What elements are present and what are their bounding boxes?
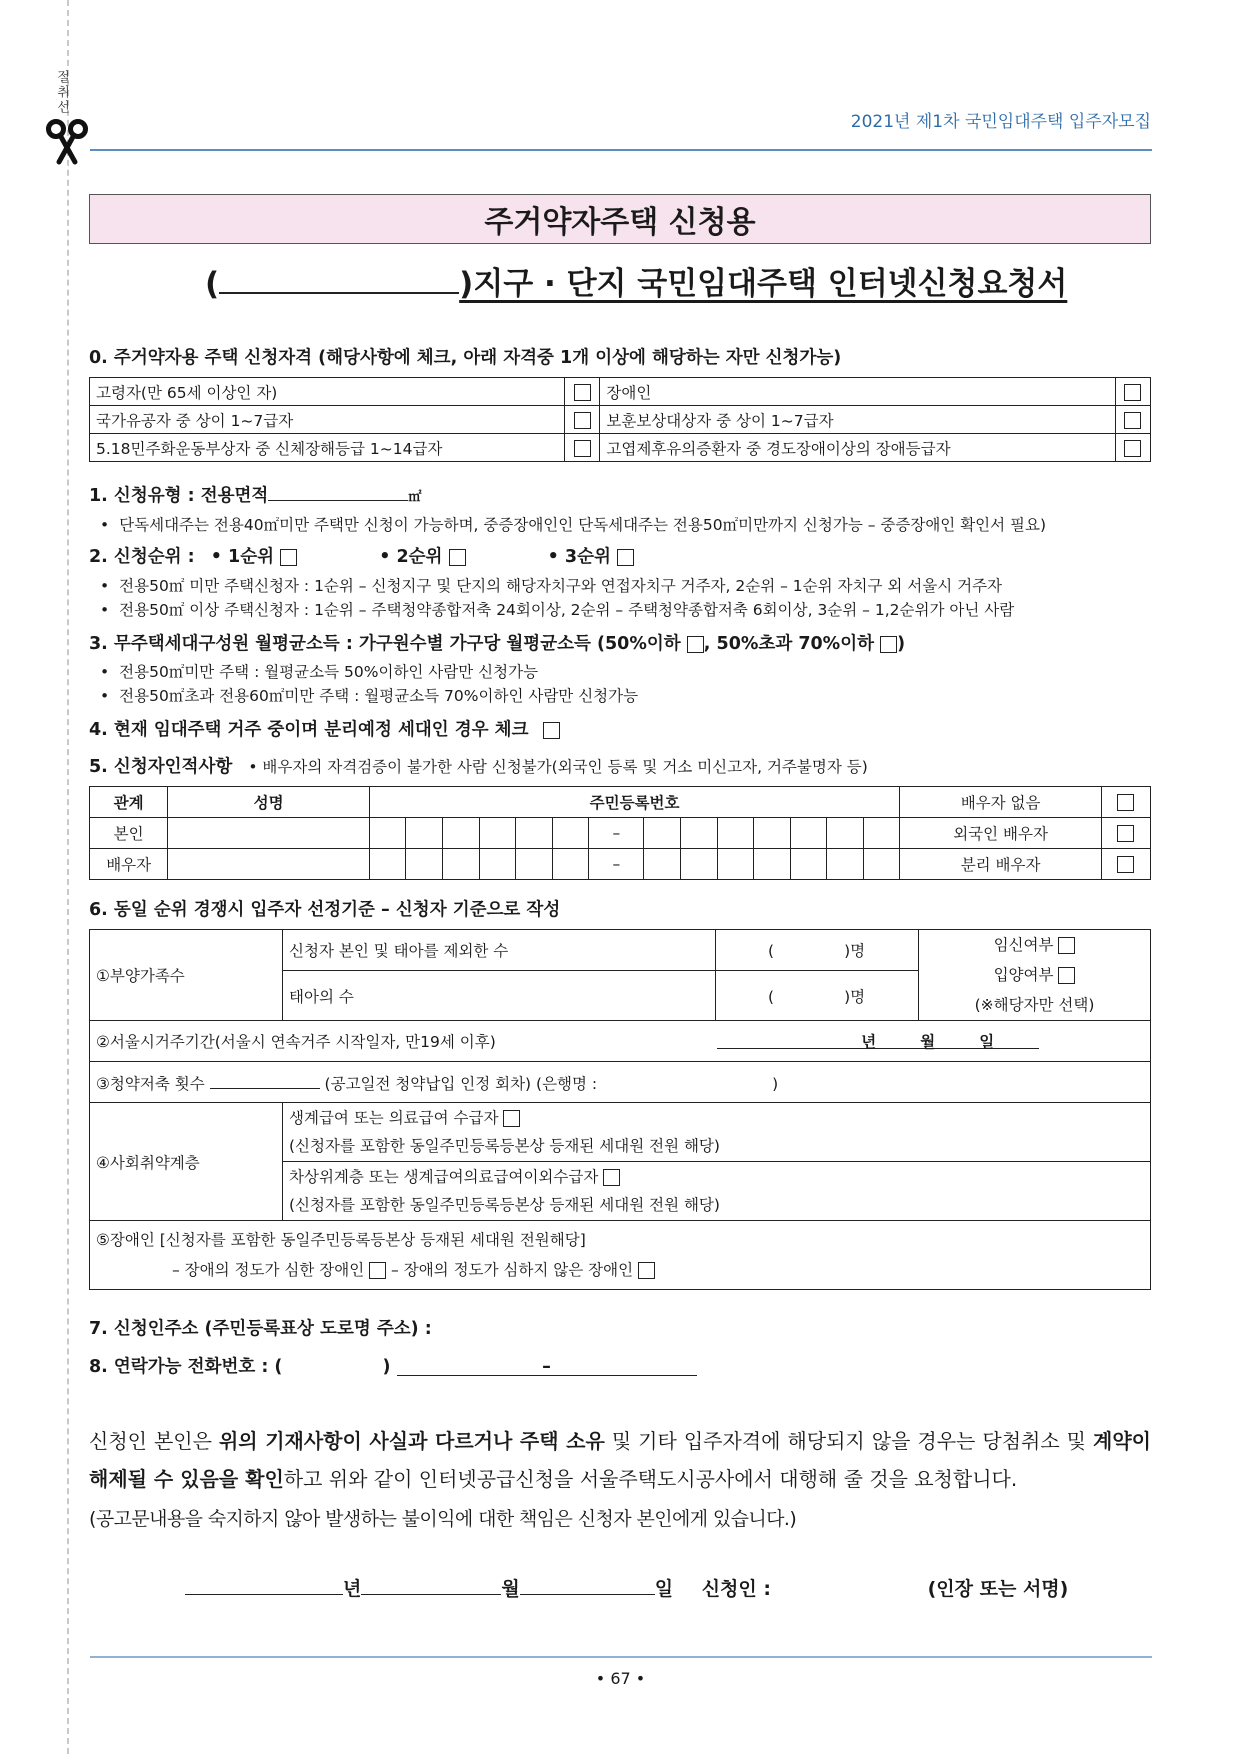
rrn-digit[interactable] [644, 849, 681, 880]
social-a-note: (신청자를 포함한 동일주민등록등본상 등재된 세대원 전원 해당) [289, 1137, 720, 1155]
savings-count-blank[interactable] [210, 1070, 320, 1089]
social-a-row [289, 1104, 1144, 1132]
table-row [90, 1103, 1151, 1162]
section3-label: 3. 무주택세대구성원 월평균소득 : 가구원수별 가구당 월평균소득 (50%이하 [89, 634, 681, 654]
table-row [90, 434, 1151, 462]
cut-line-label: 절취선 [54, 70, 69, 115]
eligibility-label: 국가유공자 중 상이 1~7급자 [90, 406, 565, 434]
table-row [90, 1062, 1151, 1103]
rrn-digit[interactable] [442, 818, 479, 849]
social-b-cell [283, 1162, 1151, 1221]
rank3-label: • 3순위 [547, 547, 611, 567]
social-b-note: (신청자를 포함한 동일주민등록등본상 등재된 세대원 전원 해당) [289, 1196, 720, 1214]
rank3-checkbox[interactable] [617, 549, 634, 566]
dependents-row2-label: 태아의 수 [283, 971, 716, 1021]
checkbox[interactable] [1124, 412, 1141, 429]
sig-day: 일 [654, 1578, 674, 1600]
table-row [90, 378, 1151, 406]
area-blank[interactable] [268, 482, 408, 501]
dependents-label: ①부양가족수 [90, 930, 283, 1021]
checkbox[interactable] [574, 384, 591, 401]
table-row [90, 1221, 1151, 1290]
table-row [90, 930, 1151, 971]
severe-checkbox[interactable] [369, 1262, 386, 1279]
rrn-digit[interactable] [369, 849, 406, 880]
rrn-digit[interactable] [406, 849, 443, 880]
residence-date-blank[interactable] [717, 1030, 1039, 1049]
rrn-digit[interactable] [754, 849, 791, 880]
social-b-checkbox[interactable] [603, 1169, 620, 1186]
seoul-residence-row [90, 1021, 1151, 1062]
social-label: ④사회취약계층 [90, 1103, 283, 1221]
rrn-digit[interactable] [644, 818, 681, 849]
pregnant-checkbox[interactable] [1058, 937, 1075, 954]
checkbox[interactable] [1117, 825, 1134, 842]
dependents-row1-label: 신청자 본인 및 태아를 제외한 수 [283, 930, 716, 971]
section5-note: • 배우자의 자격검증이 불가한 사람 신청불가(외국인 등록 및 거소 미신고자, 거주불명자 등) [248, 758, 868, 776]
month-blank[interactable] [361, 1576, 501, 1595]
checkbox[interactable] [574, 440, 591, 457]
rrn-digit[interactable] [552, 818, 589, 849]
section7-heading: 7. 신청인주소 (주민등록표상 도로명 주소) : [89, 1319, 432, 1339]
section4-label: 4. 현재 임대주택 거주 중이며 분리예정 세대인 경우 체크 [89, 720, 529, 740]
disabled-cell [90, 1221, 1151, 1290]
rrn-digit[interactable] [442, 849, 479, 880]
eligibility-label: 고엽제후유의증환자 중 경도장애이상의 장애등급자 [600, 434, 1115, 462]
declaration-text: 신청인 본인은 위의 기재사항이 사실과 다르거나 주택 소유 및 기타 입주자격에 해당되지 않을 경우는 당첨취소 및 계약이 해제될 수 있음을 확인하고 위와 같이 인터넷공급신청을 서울주택도시공사에서 대행해 줄 것을 요청합니다. [89, 1429, 1151, 1491]
income-70-checkbox[interactable] [880, 636, 897, 653]
section0-heading: 0. 주거약자용 주택 신청자격 (해당사항에 체크, 아래 자격중 1개 이상에 해당하는 자만 신청가능) [89, 348, 842, 368]
section1-label: 1. 신청유형 : 전용면적 [89, 486, 269, 506]
paren-open: ( [768, 942, 775, 961]
phone-blank[interactable] [397, 1357, 697, 1376]
col-name: 성명 [168, 787, 370, 818]
rrn-digit[interactable] [516, 818, 553, 849]
col-relation: 관계 [90, 787, 168, 818]
rrn-digit[interactable] [863, 818, 900, 849]
section8-heading [89, 1353, 697, 1378]
form-banner-title: 주거약자주택 신청용 [89, 194, 1151, 244]
rrn-digit[interactable] [790, 849, 827, 880]
adoption-checkbox[interactable] [1058, 967, 1075, 984]
social-a-checkbox[interactable] [503, 1110, 520, 1127]
eligibility-check[interactable] [565, 434, 600, 462]
rrn-digit[interactable] [516, 849, 553, 880]
pregnant-row [925, 930, 1144, 960]
eligibility-label: 5.18민주화운동부상자 중 신체장해등급 1~14급자 [90, 434, 565, 462]
phone-close: ) [382, 1357, 391, 1377]
rrn-digit[interactable] [479, 818, 516, 849]
section8-label: 8. 연락가능 전화번호 : ( [89, 1357, 283, 1377]
social-b-label: 차상위계층 또는 생계급여의료급여이외수급자 [289, 1168, 599, 1186]
cut-line [67, 0, 69, 1754]
eligibility-check[interactable] [565, 378, 600, 406]
checkbox[interactable] [1117, 794, 1134, 811]
section5-label: 5. 신청자인적사항 [89, 757, 233, 777]
adoption-row [925, 960, 1144, 990]
savings-label: ③청약저축 횟수 [96, 1075, 205, 1093]
table-row [90, 1021, 1151, 1062]
social-b-row [289, 1163, 1144, 1191]
table-row [90, 849, 1151, 880]
page-number: • 67 • [595, 1669, 646, 1688]
rrn-digit[interactable] [863, 849, 900, 880]
month-label: 월 [920, 1033, 936, 1051]
eligibility-table [89, 377, 1151, 462]
priority-table [89, 929, 1151, 1290]
rrn-digit[interactable] [717, 818, 754, 849]
day-blank[interactable] [520, 1576, 655, 1595]
section3-bullet: • 전용50㎡미만 주택 : 월평균소득 50%이하인 사람만 신청가능 [100, 660, 538, 682]
separation-checkbox[interactable] [543, 722, 560, 739]
mild-label: – 장애의 정도가 심하지 않은 장애인 [391, 1261, 634, 1279]
applicable-note: (※해당자만 선택) [974, 996, 1095, 1014]
no-spouse-check[interactable] [1101, 787, 1150, 818]
declaration-note: (공고문내용을 숙지하지 않아 발생하는 불이익에 대한 책임은 신청자 본인에게 있습니다.) [89, 1508, 797, 1530]
separated-spouse-label: 분리 배우자 [900, 849, 1102, 880]
applicant-label: 신청인 : [701, 1578, 771, 1600]
section3-bullet: • 전용50㎡초과 전용60㎡미만 주택 : 월평균소득 70%이하인 사람만 신청가능 [100, 684, 638, 706]
savings-note: (공고일전 청약납입 인정 회차) (은행명 : [324, 1075, 598, 1093]
subtitle-text: )지구 · 단지 국민임대주택 인터넷신청요청서 [459, 266, 1068, 302]
social-a-cell [283, 1103, 1151, 1162]
paren-open: ( [768, 987, 775, 1006]
disabled-label: ⑤장애인 [신청자를 포함한 동일주민등록등본상 등재된 세대원 전원해당] [96, 1231, 586, 1249]
table-row [90, 406, 1151, 434]
disabled-options [172, 1255, 1144, 1285]
section5-heading [89, 753, 868, 778]
rrn-digit[interactable] [369, 818, 406, 849]
section1-heading [89, 482, 421, 507]
rrn-digit[interactable] [552, 849, 589, 880]
section4-heading [89, 716, 560, 741]
foreign-spouse-check[interactable] [1101, 818, 1150, 849]
rrn-digit[interactable] [681, 818, 718, 849]
year-blank[interactable] [185, 1576, 343, 1595]
savings-close: ) [772, 1075, 779, 1093]
dependents-count[interactable] [716, 930, 919, 971]
rank1-label: • 1순위 [210, 547, 274, 567]
seal-label[interactable]: (인장 또는 서명) [927, 1578, 1069, 1600]
applicant-table [89, 786, 1151, 880]
rrn-digit[interactable] [827, 818, 864, 849]
section3-heading [89, 630, 905, 655]
income-mid-label: , 50%초과 70%이하 [703, 634, 875, 654]
checkbox[interactable] [574, 412, 591, 429]
sig-month: 월 [501, 1578, 520, 1600]
rrn-dash: – [589, 849, 644, 880]
day-label: 일 [979, 1033, 995, 1051]
section1-bullet: • 단독세대주는 전용40㎡미만 주택만 신청이 가능하며, 중증장애인인 단독세대주는 전용50㎡미만까지 신청가능 – 중증장애인 확인서 필요) [100, 513, 1046, 535]
phone-dash: – [542, 1357, 551, 1377]
paren-close: )명 [844, 987, 866, 1006]
eligibility-label: 고령자(만 65세 이상인 자) [90, 378, 565, 406]
rrn-digit[interactable] [406, 818, 443, 849]
rrn-digit[interactable] [827, 849, 864, 880]
eligibility-check[interactable] [565, 406, 600, 434]
pregnancy-adoption-cell [919, 930, 1151, 1021]
eligibility-label: 장애인 [600, 378, 1115, 406]
rrn-digit[interactable] [790, 818, 827, 849]
foreign-spouse-label: 외국인 배우자 [900, 818, 1102, 849]
checkbox[interactable] [1124, 384, 1141, 401]
paren-close: )명 [844, 942, 866, 961]
pregnant-label: 임신여부 [993, 936, 1054, 954]
rrn-digit[interactable] [754, 818, 791, 849]
income-end: ) [897, 634, 906, 654]
eligibility-check[interactable] [1115, 434, 1150, 462]
section6-heading: 6. 동일 순위 경쟁시 입주자 선정기준 – 신청자 기준으로 작성 [89, 900, 561, 920]
section2-bullet: • 전용50㎡ 이상 주택신청자 : 1순위 – 주택청약종합저축 24회이상, 2순위 – 주택청약종합저축 6회이상, 3순위 – 1,2순위가 아닌 사람 [100, 598, 1014, 620]
district-name-blank[interactable] [219, 268, 459, 294]
eligibility-check[interactable] [1115, 406, 1150, 434]
severe-label: – 장애의 정도가 심한 장애인 [172, 1261, 365, 1279]
rrn-digit[interactable] [479, 849, 516, 880]
section2-bullet: • 전용50㎡ 미만 주택신청자 : 1순위 – 신청지구 및 단지의 해당자치구와 연접자치구 거주자, 2순위 – 1순위 자치구 외 서울시 거주자 [100, 574, 1002, 596]
no-spouse-label: 배우자 없음 [900, 787, 1102, 818]
header-title: 2021년 제1차 국민임대주택 입주자모집 [850, 112, 1151, 132]
section2-heading [89, 543, 634, 568]
col-rrn: 주민등록번호 [369, 787, 899, 818]
footer-divider [90, 1656, 1152, 1658]
name-cell[interactable] [168, 849, 370, 880]
signature-row [185, 1574, 1068, 1601]
checkbox[interactable] [1117, 856, 1134, 873]
rrn-digit[interactable] [717, 849, 754, 880]
income-50-checkbox[interactable] [687, 636, 704, 653]
row-spouse: 배우자 [90, 849, 168, 880]
eligibility-check[interactable] [1115, 378, 1150, 406]
year-label: 년 [861, 1033, 877, 1051]
seoul-residence-label: ②서울시거주기간(서울시 연속거주 시작일자, 만19세 이후) [96, 1033, 496, 1051]
savings-row [90, 1062, 1151, 1103]
separated-spouse-check[interactable] [1101, 849, 1150, 880]
adoption-label: 입양여부 [993, 966, 1054, 984]
rrn-digit[interactable] [681, 849, 718, 880]
eligibility-label: 보훈보상대상자 중 상이 1~7급자 [600, 406, 1115, 434]
form-subtitle [205, 258, 1067, 303]
section2-label: 2. 신청순위 : [89, 547, 195, 567]
social-a-label: 생계급여 또는 의료급여 수급자 [289, 1109, 499, 1127]
sig-year: 년 [343, 1578, 362, 1600]
row-self: 본인 [90, 818, 168, 849]
rrn-dash: – [589, 818, 644, 849]
rank2-checkbox[interactable] [449, 549, 466, 566]
name-cell[interactable] [168, 818, 370, 849]
fetus-count[interactable] [716, 971, 919, 1021]
checkbox[interactable] [1124, 440, 1141, 457]
table-row [90, 787, 1151, 818]
mild-checkbox[interactable] [638, 1262, 655, 1279]
scissors-icon [45, 118, 89, 166]
rank1-checkbox[interactable] [280, 549, 297, 566]
table-row [90, 818, 1151, 849]
header-divider [90, 149, 1152, 151]
subtitle-open: ( [205, 266, 220, 302]
area-unit: ㎡ [408, 490, 422, 505]
rank2-label: • 2순위 [379, 547, 443, 567]
